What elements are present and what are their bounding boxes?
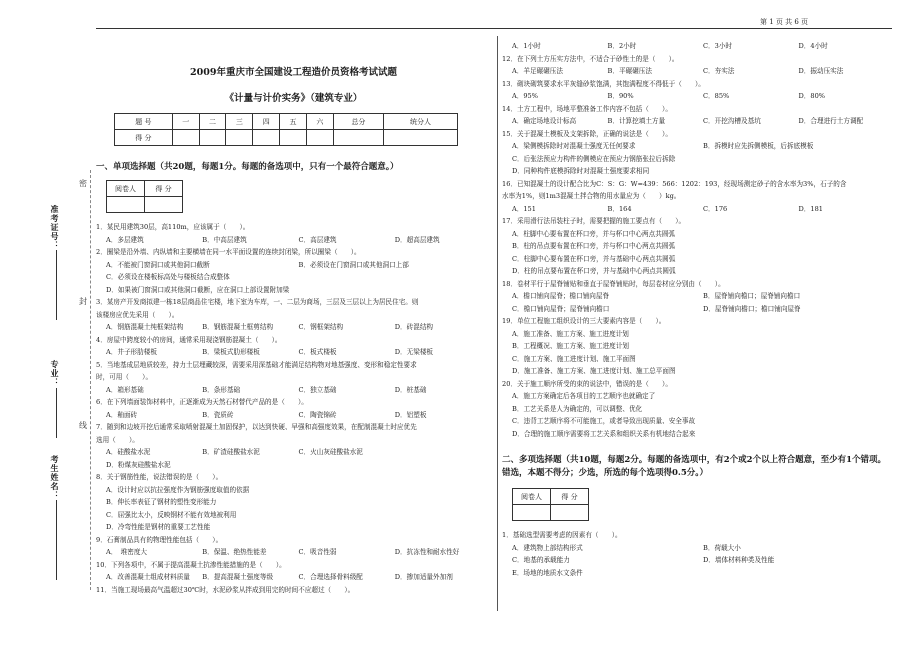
option: C．176 — [703, 204, 728, 213]
score-header-cell: 六 — [306, 114, 333, 130]
question-stem: 20．关于施工顺序所受的束的说法中，错误的是（ ）。 — [502, 379, 672, 388]
option: B．保温、绝热性能差 — [202, 548, 267, 556]
option: C．火山灰硅酸盐水泥 — [298, 448, 363, 456]
score-header-cell: 统分人 — [384, 114, 458, 130]
option: E．场地的地质水文条件 — [512, 568, 583, 577]
option: D．抗冻性和耐水性好 — [394, 548, 460, 556]
options-row — [96, 571, 491, 584]
option: B．工程概况、施工方案、施工进度计划 — [512, 342, 629, 350]
seal-dashed-line — [90, 170, 91, 590]
option: C．合理选择骨料级配 — [298, 573, 363, 581]
reviewer-label: 阅卷人 — [107, 181, 145, 197]
option: B．中高层建筑 — [202, 235, 247, 244]
question-stem-cont: 选用（ ）。 — [96, 435, 139, 444]
option: C．开挖沟槽及基坑 — [703, 117, 761, 125]
option: D．墙体材料种类及性能 — [703, 556, 775, 564]
option: A．箱形基础 — [106, 385, 144, 394]
option: A． 堆密度大 — [106, 548, 148, 556]
question-stem: 4．房屋中跨度较小的房间，通常采用现浇钢筋混凝土（ ）。 — [96, 335, 282, 344]
option: A．151 — [512, 204, 536, 213]
option: A．建筑物上部结构形式 — [512, 543, 583, 552]
page-info: 第 1 页 共 6 页 — [760, 18, 809, 26]
option: B．工艺关系是人为确定的，可以调整、优化 — [512, 404, 643, 413]
question-stem: 8．关于钢筋性能，说法错误的是（ ）。 — [96, 473, 223, 481]
option: D．80% — [798, 92, 826, 100]
seal-char-3: 线 — [79, 421, 87, 430]
option: B．拆模时应先拆侧模板，后拆底模板 — [703, 142, 814, 150]
option: C．檐口铺向屋脊；屋脊铺向檐口 — [512, 304, 610, 313]
options-row — [502, 203, 894, 216]
option: B．164 — [607, 204, 632, 213]
multi-questions — [502, 529, 894, 579]
column-divider — [497, 36, 498, 611]
option: A．设计时应以抗拉强度作为钢筋强度取值的依据 — [106, 485, 250, 494]
option: D．柱的吊点要布置在杯口旁，并与基础中心两点共圆弧 — [512, 267, 676, 275]
score-cell — [384, 130, 458, 146]
option: C．高层建筑 — [298, 235, 337, 244]
options-row — [96, 409, 491, 422]
option: A．柱脚中心要布置在杯口旁，并与杯口中心两点共圆弧 — [512, 229, 676, 238]
option: A．确定场地设计标高 — [512, 117, 577, 125]
reviewer-label: 阅卷人 — [513, 489, 551, 505]
question-stem: 18．卷材平行于屋脊铺贴和垂直于屋脊铺贴时，每层卷材应分别由（ ）。 — [502, 279, 725, 288]
option: D．超高层建筑 — [394, 235, 440, 244]
question-stem: 12．在下列土方压实方法中，不适合于砂性土的是（ ）。 — [502, 54, 679, 63]
reviewer-score-label: 得 分 — [145, 181, 183, 197]
score-cell — [199, 130, 226, 146]
option: C．违背工艺顺序将不可能施工，或者导致出现质量、安全事故 — [512, 417, 696, 425]
question-stem-cont: 该楼房应优先采用（ ）。 — [96, 310, 179, 319]
option: A．檐口铺向屋脊；檐口铺向屋脊 — [512, 292, 610, 300]
options-row — [96, 259, 491, 272]
option: A．施工方案确定后各项目的工艺顺序也就确定了 — [512, 392, 656, 400]
question-stem: 2．圈梁是沿外墙、内纵墙和主要横墙在同一水平面设置的连续封闭梁，所以圈梁（ ）。 — [96, 248, 361, 256]
option: B．计算挖填土方量 — [607, 117, 666, 125]
candidate-name-line — [56, 500, 57, 580]
section1-title: 一、单项选择题（共20题，每题1分。每题的备选项中，只有一个最符合题意。） — [96, 162, 399, 172]
option: C．85% — [703, 92, 730, 100]
right-column — [502, 40, 894, 579]
option: D．无梁楼板 — [394, 348, 434, 356]
option: B．伸长率表征了钢材的塑性变形能力 — [106, 498, 217, 506]
option: D．合理的施工顺序需要将工艺关系和组织关系有机地结合起来 — [512, 429, 696, 438]
option: C．夯实法 — [703, 67, 735, 75]
option: A．1小时 — [512, 42, 541, 50]
option: D．合理进行土方调配 — [798, 117, 864, 125]
option: C．柱脚中心要布置在杯口旁，并与基础中心两点共圆弧 — [512, 254, 676, 263]
left-column — [96, 40, 491, 596]
section2-title: 二、多项选择题（共10题，每题2分。每题的备选项中，有2个或2个以上符合题意，至少有1个错项。错选，本题不得分；少选，所选的每个选项得0.5分。） — [502, 455, 886, 478]
score-row-label: 得 分 — [115, 130, 173, 146]
option: B．提高混凝土强度等级 — [202, 573, 274, 581]
options-row — [96, 321, 491, 334]
header-rule — [96, 28, 892, 29]
option: C．施工方案、施工进度计划、施工平面图 — [512, 354, 636, 363]
option: C．钢框架结构 — [298, 323, 344, 331]
option: A．施工准备、施工方案、施工进度计划 — [512, 329, 629, 338]
reviewer-cell — [145, 197, 183, 213]
exam-subtitle: 《计量与计价实务》（建筑专业） — [224, 93, 363, 104]
question-stem: 16．已知混凝土的设计配合比为C：S：G：W=439：566：1202：193，经现场测定砂子的含水率为3%，石子的含 — [502, 179, 847, 188]
option: B．必须设在门窗洞口或其他洞口上部 — [298, 260, 409, 269]
option: D．4小时 — [798, 42, 828, 50]
option: B．2小时 — [607, 42, 637, 50]
option: D．掺加适量外加剂 — [394, 573, 453, 581]
score-cell — [280, 130, 307, 146]
question-stem: 1．某民用建筑30层，高110m，应该属于（ ）。 — [96, 223, 250, 231]
question-stem: 14．土方工程中，场地平整准备工作内容不包括（ ）。 — [502, 104, 672, 113]
score-cell — [172, 130, 199, 146]
option: A．改善混凝土组成材料质量 — [106, 573, 190, 581]
options-row — [502, 40, 894, 53]
options-row — [96, 446, 491, 459]
major-label: 专业： — [50, 360, 60, 387]
option: C．后张法预应力构件的侧模应在预应力钢筋张拉后拆除 — [512, 154, 676, 163]
score-header-cell: 五 — [280, 114, 307, 130]
reviewer-cell — [513, 505, 551, 521]
question-stem: 15．关于混凝土模板及支架拆除，正确的说法是（ ）。 — [502, 129, 672, 138]
option: A．硅酸盐水泥 — [106, 448, 151, 456]
score-cell — [333, 130, 383, 146]
option: D．施工准备、施工方案、施工进度计划、施工总平面图 — [512, 367, 676, 375]
option: A．井子形肋楼板 — [106, 348, 157, 356]
options-row — [502, 290, 894, 303]
option: D．桩基础 — [394, 385, 427, 394]
option: B．柱的吊点要布置在杯口旁，并与杯口中心两点共圆弧 — [512, 242, 676, 250]
option: D．砖混结构 — [394, 323, 434, 331]
exam-title: 2009年重庆市全国建设工程造价员资格考试试题 — [190, 67, 397, 78]
seal-char-1: 密 — [79, 179, 87, 188]
major-line — [56, 388, 57, 438]
score-cell — [306, 130, 333, 146]
options-row — [502, 542, 894, 555]
option: A．不能被门窗洞口或其他洞口截断 — [106, 260, 210, 269]
option: A．羊足碾碾压法 — [512, 67, 563, 75]
option: B．梁板式肋形楼板 — [202, 348, 260, 356]
question-stem-cont: 时，可用（ ）。 — [96, 373, 153, 381]
option: C．陶瓷锦砖 — [298, 410, 337, 419]
option: B．矿渣硅酸盐水泥 — [202, 448, 260, 456]
question-stem: 17．采用滑行法吊装柱子时，需要把握的施工要点有（ ）。 — [502, 217, 686, 225]
option: D．振动压实法 — [798, 67, 844, 75]
option: A．多层建筑 — [106, 235, 144, 244]
options-row — [502, 140, 894, 153]
score-header-cell: 四 — [253, 114, 280, 130]
option: C．板式楼板 — [298, 348, 337, 356]
option: B．90% — [607, 92, 634, 100]
options-row — [502, 303, 894, 316]
question-stem: 10．下列各项中，不属于提高混凝土抗渗性能措施的是（ ）。 — [96, 560, 286, 569]
score-header-cell: 一 — [172, 114, 199, 130]
option: C．屈强比太小，反映钢材不能有效地被利用 — [106, 510, 237, 519]
question-stem: 13．砌块砌筑要求水平灰缝砂浆饱满，其饱满程度不得低于（ ）。 — [502, 79, 705, 88]
question-stem: 3．某房产开发商拟建一栋18层商品住宅楼，地下室为车库，一、二层为商场，三层及三层以上为居民住宅。则 — [96, 298, 419, 306]
option: C．地基的承载能力 — [512, 556, 570, 564]
option: C．必须设在楼板标高处与楼板结合成整体 — [106, 273, 230, 281]
option: A．95% — [512, 92, 539, 100]
option: C．3小时 — [703, 42, 733, 50]
admission-number-label: 准考证号： — [50, 205, 60, 250]
score-header-cell: 题 号 — [115, 114, 173, 130]
option: B．钢筋混凝土框剪结构 — [202, 323, 274, 331]
option: A．釉面砖 — [106, 410, 138, 419]
options-row — [502, 115, 894, 128]
reviewer-cell — [107, 197, 145, 213]
option: B．平碾碾压法 — [607, 67, 652, 75]
question-stem: 7．随到和边坡开挖后通常采取喷射混凝土加固保护，以达到快硬、早强和高强度效果，在配制混凝土时应优先 — [96, 423, 417, 431]
options-row — [502, 65, 894, 78]
options-row — [96, 234, 491, 247]
option: B．条形基础 — [202, 385, 241, 394]
option: B．屋脊铺向檐口；屋脊铺向檐口 — [703, 292, 801, 300]
reviewer-cell — [551, 505, 589, 521]
score-header-cell: 二 — [199, 114, 226, 130]
option: D．冷弯性能是钢材的重要工艺性能 — [106, 523, 211, 531]
question-stem: 19．单位工程施工组织设计的三大要素内容是（ ）。 — [502, 317, 666, 325]
option: B．荷载大小 — [703, 543, 741, 552]
options-row — [502, 554, 894, 567]
seal-char-2: 封 — [79, 297, 87, 306]
option: D．铝塑板 — [394, 410, 427, 419]
question-stem: 5．当地基成层地质较差，持力土层埋藏较深，需要采用深基础才能满足结构物对地基强度、变形和稳定性要求 — [96, 360, 417, 369]
option: B．瓷质砖 — [202, 410, 234, 419]
question-stem: 9．石膏制品具有的物理性能包括（ ）。 — [96, 535, 223, 544]
binding-margin — [0, 0, 100, 651]
option: D．粉煤灰硅酸盐水泥 — [106, 460, 171, 469]
score-cell — [226, 130, 253, 146]
score-header-cell: 三 — [226, 114, 253, 130]
options-row — [96, 546, 491, 559]
score-cell — [253, 130, 280, 146]
question-stem-cont: 水率为1%，则1m3混凝土拌合物的用水量应为（ ）kg。 — [502, 192, 681, 200]
options-row — [502, 90, 894, 103]
score-header-cell: 总分 — [333, 114, 383, 130]
option: D．屋脊铺向檐口；檐口铺向屋脊 — [703, 304, 801, 313]
option: D．如果被门窗洞口或其他洞口截断，应在洞口上部设置附加梁 — [106, 285, 290, 294]
questions-left — [96, 221, 491, 596]
option: C．吸音性弱 — [298, 548, 337, 556]
candidate-name-label: 考生姓名： — [50, 455, 60, 500]
option: D．181 — [798, 204, 823, 213]
question-stem: 11．当施工现场最高气温超过30℃时，水泥砂浆从拌成到用完的时间不应超过（ ）。 — [96, 585, 355, 594]
question-stem: 1．基础选型需要考虑的因素有（ ）。 — [502, 531, 622, 539]
admission-number-line — [56, 250, 57, 320]
question-stem: 6．在下列墙面装饰材料中，正逐渐成为天然石材替代产品的是（ ）。 — [96, 398, 308, 406]
reviewer-box — [106, 180, 183, 213]
option: A．梁侧模拆除时对混凝土强度无任何要求 — [512, 142, 636, 150]
option: A．钢筋混凝土纯框架结构 — [106, 323, 184, 331]
options-row — [96, 384, 491, 397]
option: D．同种构件底模拆除时对混凝土强度要求相同 — [512, 167, 650, 175]
score-table — [114, 113, 458, 146]
reviewer-score-label: 得 分 — [551, 489, 589, 505]
options-row — [96, 346, 491, 359]
option: C．独立基础 — [298, 385, 337, 394]
reviewer-box-2 — [512, 488, 589, 521]
